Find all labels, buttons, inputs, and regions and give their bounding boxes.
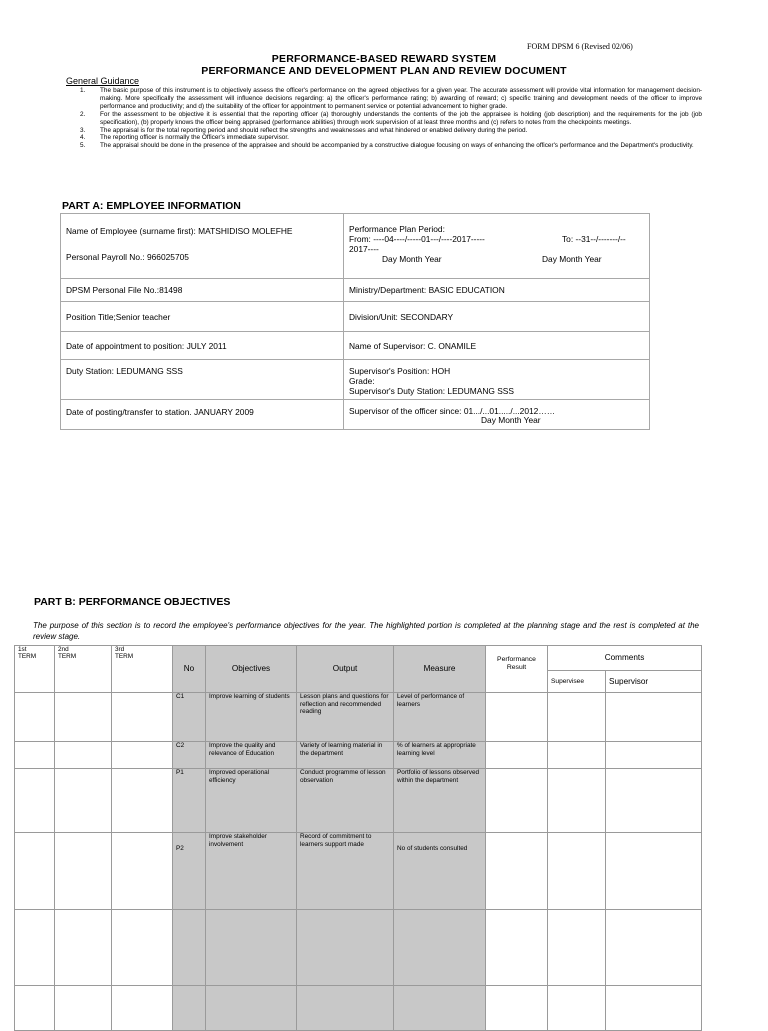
guidance-item-text: The appraisal is for the total reporting period and should reflect the strengths and weaknesses and what hindered or enabled delivery during the period.: [100, 126, 528, 134]
term-1-cell[interactable]: [15, 693, 55, 742]
supervisee-comment-cell[interactable]: [548, 910, 606, 986]
table-row: [15, 833, 702, 910]
objective-number-empty: [173, 910, 206, 986]
posting-date-cell: [61, 400, 344, 430]
table-row: [15, 910, 702, 986]
guidance-item-text: The basic purpose of this instrument is to objectively assess the officer's performance on the agreed objectives for a given year. The accurate assessment will provide vital information for management decision-making. More specifically the assessment will influence decisions regarding: a) the officer's performance rating; b) awarding of reward; c) specific training and development needs of the officer to improve performance and productivity; and d) the suitability of the officer for appointment to permanent service or potential advancement to higher grade.: [100, 87, 702, 110]
appointment-date: Date of appointment to position: JULY 2011: [61, 332, 344, 360]
term-3-cell[interactable]: [112, 910, 173, 986]
employee-information-table: [60, 213, 650, 430]
term-3-header: [112, 646, 173, 693]
term-3-cell[interactable]: [112, 693, 173, 742]
term-2-cell[interactable]: [55, 742, 112, 769]
general-guidance-list: [80, 87, 702, 150]
form-number: FORM DPSM 6 (Revised 02/06): [527, 42, 633, 51]
plan-period-units-from: Day Month Year: [382, 254, 442, 264]
term-1-cell[interactable]: [15, 833, 55, 910]
measure-header: Measure: [394, 646, 486, 693]
term-1-label: 1st: [18, 646, 27, 653]
supervisor-since: Supervisor of the officer since: 01.../...01...../...2012……: [349, 406, 556, 416]
guidance-item-text: For the assessment to be objective it is essential that the reporting officer (a) thoroughly understands the contents of the job the appraisee is holding (job description) and the requirements for the job (job specification), (b) properly knows the officer being appraised (performance abilities) through work supervision of at least three months and (c) refers to notes from the checkpoints meetings.: [100, 110, 702, 126]
supervisor-comment-cell[interactable]: [606, 693, 702, 742]
performance-result-cell[interactable]: [486, 769, 548, 833]
plan-period-dates: [349, 234, 644, 244]
table-row: [15, 742, 702, 769]
measure-text: % of learners at appropriate learning level: [394, 742, 486, 769]
document-title: PERFORMANCE-BASED REWARD SYSTEM: [271, 53, 497, 65]
objective-number: C1: [173, 693, 206, 742]
employee-name: Name of Employee (surname first): MATSHIDISO MOLEFHE: [66, 226, 293, 236]
supervisor-since-units: Day Month Year: [481, 415, 541, 425]
term-1-cell[interactable]: [15, 742, 55, 769]
objective-text: Improve learning of students: [206, 693, 297, 742]
performance-result-cell[interactable]: [486, 833, 548, 910]
performance-result-header: Performance Result: [486, 646, 548, 693]
supervisor-details-cell: [344, 360, 650, 400]
measure-text-empty: [394, 910, 486, 986]
term-2-cell[interactable]: [55, 693, 112, 742]
term-1-cell[interactable]: [15, 910, 55, 986]
output-header: Output: [297, 646, 394, 693]
supervisor-comment-cell[interactable]: [606, 742, 702, 769]
payroll-number: Personal Payroll No.: 966025705: [66, 252, 189, 262]
supervisee-header: Supervisee: [548, 671, 606, 693]
term-2-header: [55, 646, 112, 693]
objective-number: P1: [173, 769, 206, 833]
supervisor-comment-cell[interactable]: [606, 910, 702, 986]
guidance-item-text: The appraisal should be done in the presence of the appraisee and should be accompanied by a constructive dialogue focusing on ways of enhancing the officer's performance and the Department's productivity.: [100, 142, 694, 150]
objective-number: P2: [173, 833, 206, 910]
supervisor-since-cell: [344, 400, 650, 430]
employee-name-payroll-cell: [61, 214, 344, 279]
output-text: Lesson plans and questions for reflection and recommended reading: [297, 693, 394, 742]
guidance-item-number: 2.: [80, 110, 86, 118]
plan-period-units-to: Day Month Year: [542, 254, 602, 264]
supervisor-duty-station: Supervisor's Duty Station: LEDUMANG SSS: [349, 386, 514, 396]
supervisor-comment-cell[interactable]: [606, 769, 702, 833]
plan-period-from: From: ----04----/-----01---/----2017-----: [349, 234, 485, 244]
table-row: [15, 693, 702, 742]
measure-text: No of students consulted: [394, 833, 486, 910]
guidance-item-number: 1.: [80, 87, 86, 94]
objective-text: Improved operational efficiency: [206, 769, 297, 833]
supervisee-comment-cell[interactable]: [548, 742, 606, 769]
performance-result-cell[interactable]: [486, 910, 548, 986]
performance-objectives-table: [14, 645, 702, 1031]
supervisee-comment-cell[interactable]: [548, 693, 606, 742]
table-row: [15, 769, 702, 833]
output-text: Record of commitment to learners support made: [297, 833, 394, 910]
plan-period-label: Performance Plan Period:: [349, 224, 445, 234]
document-subtitle: PERFORMANCE AND DEVELOPMENT PLAN AND REVIEW DOCUMENT: [201, 65, 567, 77]
guidance-item: [80, 142, 702, 150]
plan-period-cell: [344, 214, 650, 279]
term-3-label: 3rd: [115, 646, 125, 653]
term-word: TERM: [115, 653, 134, 660]
term-3-cell[interactable]: [112, 833, 173, 910]
position-title: Position Title;Senior teacher: [61, 302, 344, 332]
duty-station: Duty Station: LEDUMANG SSS: [66, 366, 183, 376]
personal-file-number: DPSM Personal File No.:81498: [61, 279, 344, 302]
output-text: Variety of learning material in the department: [297, 742, 394, 769]
supervisor-position: Supervisor's Position: HOH: [349, 366, 451, 376]
objective-text-empty: [206, 910, 297, 986]
division-unit: Division/Unit: SECONDARY: [344, 302, 650, 332]
term-2-cell[interactable]: [55, 769, 112, 833]
guidance-item-number: 4.: [80, 134, 86, 142]
supervisor-grade: Grade:: [349, 376, 375, 386]
posting-date: Date of posting/transfer to station. JANUARY 2009: [66, 407, 254, 417]
guidance-item: [80, 127, 702, 135]
term-2-cell[interactable]: [55, 910, 112, 986]
term-2-cell[interactable]: [55, 833, 112, 910]
supervisor-header: Supervisor: [606, 671, 702, 693]
guidance-item: [80, 87, 702, 111]
performance-result-cell[interactable]: [486, 693, 548, 742]
term-word: TERM: [58, 653, 77, 660]
objective-text: Improve the quality and relevance of Education: [206, 742, 297, 769]
term-word: TERM: [18, 653, 37, 660]
objective-number: C2: [173, 742, 206, 769]
term-3-cell[interactable]: [112, 742, 173, 769]
duty-station-cell: [61, 360, 344, 400]
output-text: Conduct programme of lesson observation: [297, 769, 394, 833]
part-b-heading: PART B: PERFORMANCE OBJECTIVES: [34, 596, 231, 608]
measure-text: Portfolio of lessons observed within the department: [394, 769, 486, 833]
guidance-item-number: 5.: [80, 142, 86, 150]
measure-text: Level of performance of learners: [394, 693, 486, 742]
output-text-empty: [297, 910, 394, 986]
plan-period-from-year: 2017----: [349, 244, 379, 254]
performance-result-cell[interactable]: [486, 742, 548, 769]
supervisor-comment-cell[interactable]: [606, 833, 702, 910]
no-header: No: [173, 646, 206, 693]
guidance-item-number: 3.: [80, 126, 86, 134]
term-1-header: [15, 646, 55, 693]
objectives-header: Objectives: [206, 646, 297, 693]
objective-text: Improve stakeholder involvement: [206, 833, 297, 910]
term-3-cell[interactable]: [112, 769, 173, 833]
guidance-item-text: The reporting officer is normally the Officer's immediate supervisor.: [100, 134, 289, 142]
part-a-heading: PART A: EMPLOYEE INFORMATION: [62, 200, 241, 212]
supervisor-name: Name of Supervisor: C. ONAMILE: [344, 332, 650, 360]
part-b-purpose: The purpose of this section is to record the employee's performance objectives for the year. The highlighted portion is completed at the planning stage and the rest is completed at the review stage.: [33, 621, 699, 641]
plan-period-to: To: --31--/-------/--: [562, 234, 626, 244]
supervisee-comment-cell[interactable]: [548, 769, 606, 833]
comments-header: Comments: [548, 646, 702, 671]
guidance-item: [80, 111, 702, 127]
term-2-label: 2nd: [58, 646, 69, 653]
supervisee-comment-cell[interactable]: [548, 833, 606, 910]
guidance-item: [80, 134, 702, 142]
ministry-department: Ministry/Department: BASIC EDUCATION: [344, 279, 650, 302]
term-1-cell[interactable]: [15, 769, 55, 833]
plan-period-units: [349, 254, 644, 264]
general-guidance-heading: General Guidance: [66, 76, 140, 86]
